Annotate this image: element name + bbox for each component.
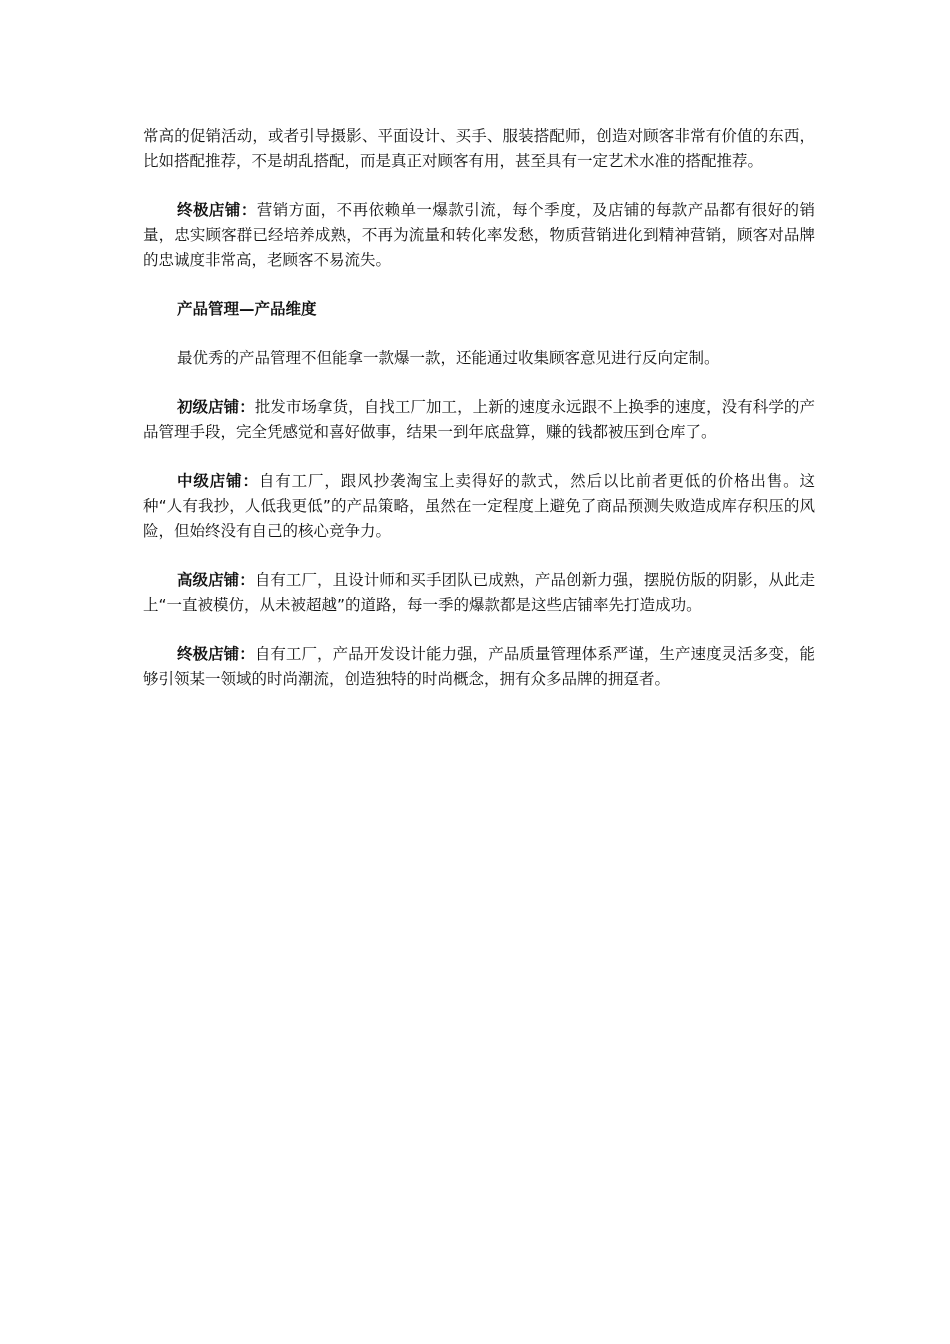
paragraph-text: 营销方面，不再依赖单一爆款引流，每个季度，及店铺的每款产品都有很好的销量，忠实顾客群已经培养成熟，不再为流量和转化率发愁，物质营销进化到精神营销，顾客对品牌的忠诚度非常高，老顾客不易流失。 <box>143 201 815 269</box>
document-page <box>143 124 815 716</box>
paragraph-junior-store <box>143 395 815 445</box>
paragraph-text: 最优秀的产品管理不但能拿一款爆一款，还能通过收集顾客意见进行反向定制。 <box>177 349 720 367</box>
paragraph-continuation <box>143 124 815 174</box>
paragraph-lead: 终极店铺： <box>177 201 257 219</box>
paragraph-lead: 高级店铺： <box>177 571 255 589</box>
paragraph-lead: 终极店铺： <box>177 645 255 663</box>
paragraph-text: 批发市场拿货，自找工厂加工，上新的速度永远跟不上换季的速度，没有科学的产品管理手段，完全凭感觉和喜好做事，结果一到年底盘算，赚的钱都被压到仓库了。 <box>143 398 815 441</box>
paragraph-ultimate-store-product <box>143 642 815 692</box>
paragraph-intro <box>143 346 815 371</box>
paragraph-text: 自有工厂，跟风抄袭淘宝上卖得好的款式，然后以比前者更低的价格出售。这种“人有我抄，人低我更低”的产品策略，虽然在一定程度上避免了商品预测失败造成库存积压的风险，但始终没有自己的核心竞争力。 <box>143 472 815 540</box>
paragraph-lead: 初级店铺： <box>177 398 255 416</box>
paragraph-intermediate-store <box>143 469 815 544</box>
paragraph-lead: 中级店铺： <box>177 472 259 490</box>
section-heading-text: 产品管理—产品维度 <box>177 300 317 318</box>
paragraph-text: 自有工厂，产品开发设计能力强，产品质量管理体系严谨，生产速度灵活多变，能够引领某一领域的时尚潮流，创造独特的时尚概念，拥有众多品牌的拥趸者。 <box>143 645 815 688</box>
paragraph-text: 自有工厂，且设计师和买手团队已成熟，产品创新力强，摆脱仿版的阴影，从此走上“一直被模仿，从未被超越”的道路，每一季的爆款都是这些店铺率先打造成功。 <box>143 571 815 614</box>
paragraph-text: 常高的促销活动，或者引导摄影、平面设计、买手、服装搭配师，创造对顾客非常有价值的东西，比如搭配推荐，不是胡乱搭配，而是真正对顾客有用，甚至具有一定艺术水准的搭配推荐。 <box>143 127 815 170</box>
paragraph-senior-store <box>143 568 815 618</box>
section-heading <box>143 297 815 322</box>
paragraph-ultimate-store-marketing <box>143 198 815 273</box>
